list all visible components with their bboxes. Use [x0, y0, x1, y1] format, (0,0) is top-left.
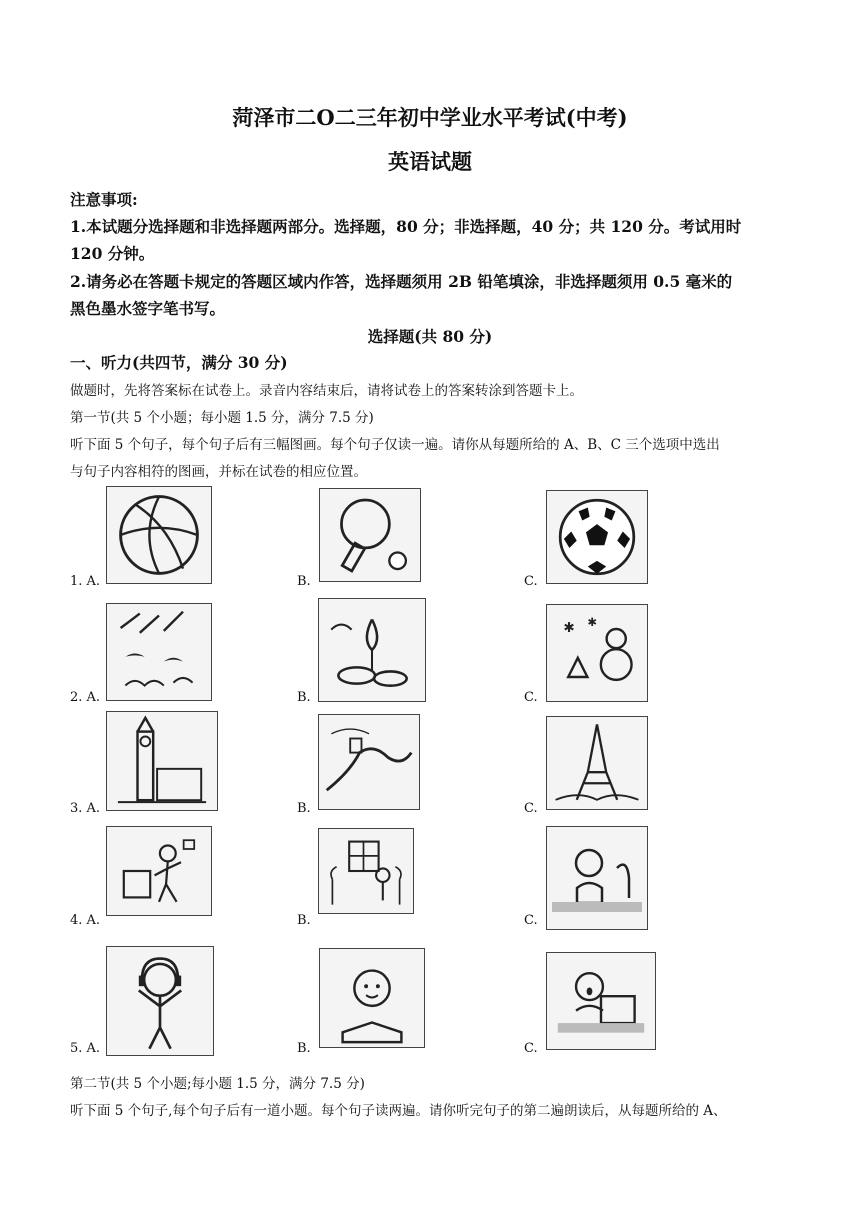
part1-instructions-line-1: 听下面 5 个句子，每个句子后有三幅图画。每个句子仅读一遍。请你从每题所给的 A、B、C 三个选项中选出 [70, 437, 720, 453]
q3-option-b-label: B. [297, 801, 311, 816]
notes-heading: 注意事项: [70, 190, 138, 209]
part2-instructions-line-1: 听下面 5 个句子,每个句子后有一道小题。每个句子读两遍。请你听完句子的第二遍朗读后，从每题所给的 A、 [70, 1103, 727, 1119]
spring-swallows-icon[interactable] [106, 603, 212, 701]
big-ben-icon[interactable] [106, 711, 218, 811]
eiffel-tower-icon[interactable] [546, 716, 648, 810]
q1-option-a-label: 1. A. [70, 574, 101, 589]
girl-watering-plants-icon[interactable] [318, 828, 414, 914]
q3-option-a-label: 3. A. [70, 801, 101, 816]
q1-option-c-label: C. [524, 574, 538, 589]
q4-option-c-label: C. [524, 913, 538, 928]
basketball-icon[interactable] [106, 486, 212, 584]
summer-lotus-icon[interactable] [318, 598, 426, 702]
listening-heading: 一、听力(共四节，满分 30 分) [70, 353, 288, 372]
q2-option-b-label: B. [297, 690, 311, 705]
svg-text:✱: ✱ [563, 620, 575, 636]
part2-heading: 第二节(共 5 个小题;每小题 1.5 分，满分 7.5 分) [70, 1076, 365, 1092]
q2-option-a-label: 2. A. [70, 690, 101, 705]
boy-playing-piano-icon[interactable] [546, 952, 656, 1050]
exam-title: 菏泽市二O二三年初中学业水平考试(中考) [232, 105, 628, 130]
choice-section-heading: 选择题(共 80 分) [367, 327, 493, 346]
svg-text:✱: ✱ [587, 615, 598, 630]
q5-option-a-label: 5. A. [70, 1041, 101, 1056]
note-item-2-line-1: 2.请务必在答题卡规定的答题区域内作答，选择题须用 2B 铅笔填涂，非选择题须用 0.5 毫米的 [70, 272, 733, 291]
q1-option-b-label: B. [297, 574, 311, 589]
q4-option-a-label: 4. A. [70, 913, 101, 928]
winter-snow-icon[interactable] [546, 604, 648, 702]
boy-headphones-icon[interactable] [106, 946, 214, 1056]
girl-washing-icon[interactable] [546, 826, 648, 930]
exam-subtitle: 英语试题 [388, 149, 472, 174]
part1-heading: 第一节(共 5 个小题；每小题 1.5 分，满分 7.5 分) [70, 410, 374, 426]
boy-reading-icon[interactable] [319, 948, 425, 1048]
ping-pong-paddle-icon[interactable] [319, 488, 421, 582]
girl-dancing-icon[interactable] [106, 826, 212, 916]
note-item-1-line-2: 120 分钟。 [70, 244, 155, 263]
note-item-2-line-2: 黑色墨水签字笔书写。 [70, 299, 226, 318]
great-wall-icon[interactable] [318, 714, 420, 810]
soccer-ball-icon[interactable] [546, 490, 648, 584]
note-item-1-line-1: 1.本试题分选择题和非选择题两部分。选择题，80 分；非选择题，40 分；共 120 分。考试用时 [70, 217, 742, 236]
q5-option-c-label: C. [524, 1041, 538, 1056]
q2-option-c-label: C. [524, 690, 538, 705]
part1-instructions-line-2: 与句子内容相符的图画，并标在试卷的相应位置。 [70, 464, 367, 480]
q3-option-c-label: C. [524, 801, 538, 816]
q5-option-b-label: B. [297, 1041, 311, 1056]
listening-instructions: 做题时，先将答案标在试卷上。录音内容结束后，请将试卷上的答案转涂到答题卡上。 [70, 383, 583, 399]
q4-option-b-label: B. [297, 913, 311, 928]
